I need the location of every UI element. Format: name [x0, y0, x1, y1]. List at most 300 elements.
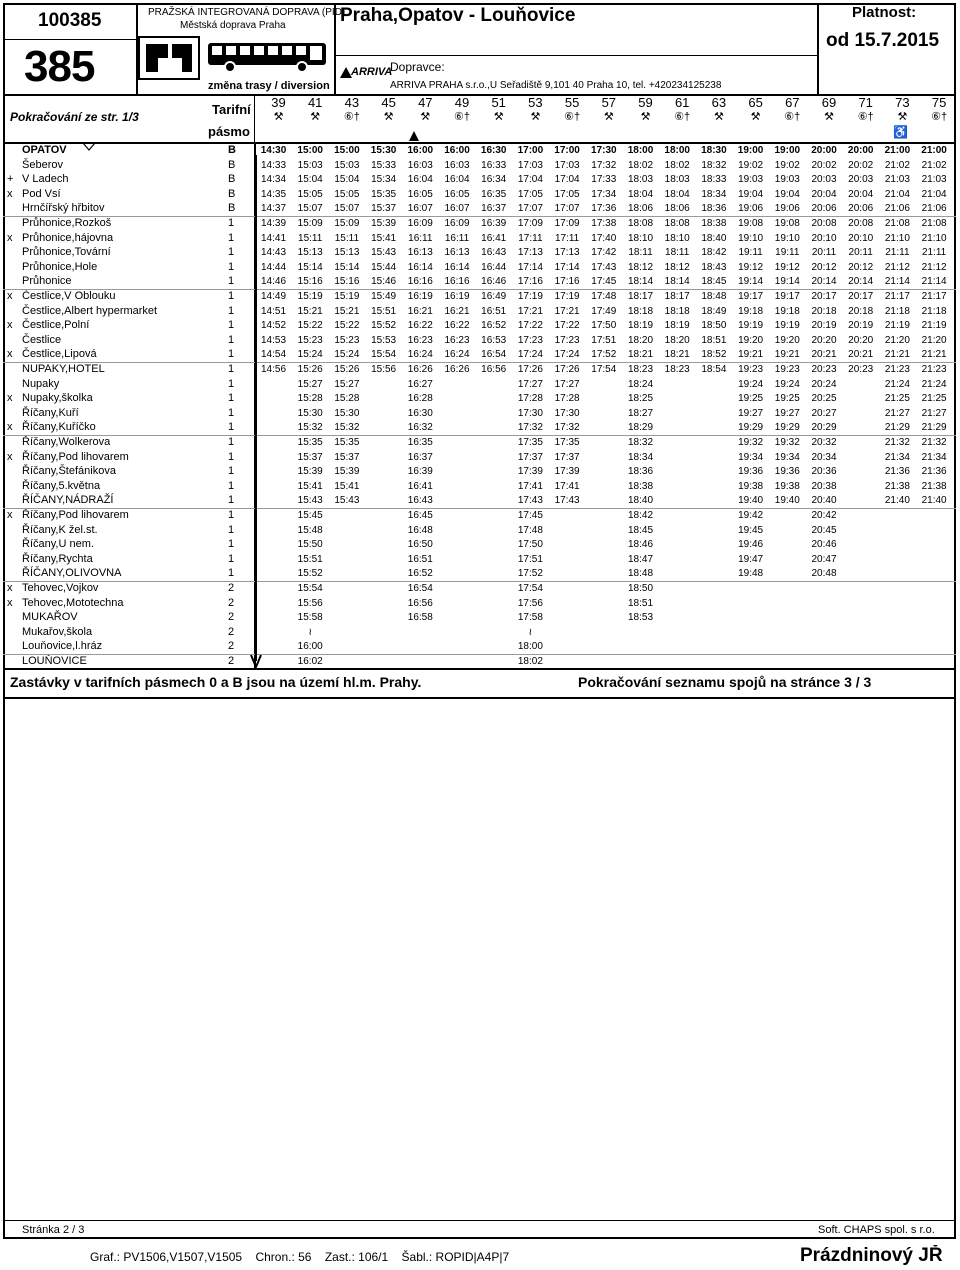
- departure-time: 15:46: [371, 276, 397, 288]
- departure-time: 16:37: [407, 451, 433, 463]
- departure-time: 18:02: [627, 159, 654, 171]
- departure-time: 15:32: [297, 422, 323, 434]
- departure-time: 19:38: [738, 480, 764, 492]
- operating-days-symbol: ⑥†: [674, 111, 691, 123]
- departure-time: 16:05: [444, 188, 470, 200]
- departure-time: 20:04: [848, 188, 874, 200]
- stop-flag: x: [7, 582, 13, 594]
- tariff-zone: 1: [228, 377, 235, 390]
- holiday-timetable-flag: Prázdninový JŘ: [800, 1245, 943, 1266]
- departure-time: 16:07: [444, 203, 470, 215]
- stop-name: V Ladech: [22, 173, 69, 186]
- tariff-zone: 1: [228, 348, 235, 361]
- departure-time: 18:17: [627, 291, 654, 302]
- departure-time: 15:14: [334, 261, 360, 273]
- departure-time: 20:40: [811, 495, 837, 507]
- departure-time: 17:34: [591, 188, 617, 200]
- departure-time: 17:56: [517, 597, 543, 609]
- tariff-zone: 1: [228, 465, 235, 478]
- departure-time: 18:04: [664, 188, 690, 200]
- departure-time: 17:39: [554, 466, 580, 478]
- departure-time: 20:14: [848, 276, 874, 288]
- departure-time: 17:30: [517, 407, 543, 419]
- departure-time: 21:32: [921, 437, 947, 448]
- departure-time: 15:04: [334, 174, 360, 186]
- departure-time: 16:30: [480, 145, 507, 156]
- departure-time: 17:48: [591, 291, 617, 302]
- departure-time: 18:11: [665, 247, 690, 259]
- line-number: 385: [24, 42, 95, 91]
- departure-time: 20:24: [811, 378, 837, 390]
- tariff-zone: 2: [228, 625, 235, 638]
- departure-time: 14:49: [260, 291, 287, 302]
- stop-flag: x: [7, 450, 13, 463]
- departure-time: 16:21: [444, 305, 470, 317]
- departure-time: 21:00: [884, 145, 911, 156]
- stop-name: Průhonice,hájovna: [22, 231, 114, 244]
- departure-time: 21:20: [884, 334, 910, 346]
- departure-time: 18:50: [627, 583, 654, 594]
- departure-time: 15:30: [370, 145, 397, 156]
- departure-time: 17:45: [591, 276, 617, 288]
- departure-time: 21:00: [921, 145, 947, 156]
- stop-name: Říčany,Wolkerova: [22, 436, 111, 448]
- departure-time: 16:14: [444, 261, 470, 273]
- departure-time: 15:27: [334, 378, 360, 390]
- tariff-zone: B: [228, 173, 236, 186]
- departure-time: 21:36: [921, 466, 947, 478]
- departure-time: 17:52: [591, 349, 617, 361]
- departure-time: 15:53: [371, 334, 397, 346]
- departure-time: 18:14: [627, 276, 654, 288]
- departure-time: 16:35: [481, 188, 507, 200]
- stop-flag: x: [7, 392, 13, 405]
- departure-time: 20:32: [811, 437, 837, 448]
- row-separator: [3, 435, 956, 436]
- departure-time: 16:04: [444, 174, 470, 186]
- departure-time: 16:05: [407, 188, 433, 200]
- departure-time: 17:19: [554, 291, 580, 302]
- departure-time: 19:20: [774, 334, 800, 346]
- departure-time: 21:11: [885, 247, 910, 259]
- stop-name: Říčany,K žel.st.: [22, 523, 98, 536]
- departure-time: 18:32: [701, 159, 727, 171]
- departure-time: 15:19: [334, 291, 360, 302]
- departure-time: 15:04: [297, 174, 323, 186]
- departure-time: 21:10: [884, 232, 910, 244]
- departure-time: 15:28: [334, 393, 360, 405]
- operating-days-symbol: ⚒: [420, 111, 431, 123]
- departure-time: 20:21: [848, 349, 874, 361]
- tariff-zone: 2: [228, 611, 235, 624]
- row-separator: [3, 216, 956, 217]
- departure-time: 17:24: [554, 349, 580, 361]
- departure-time: 14:46: [260, 276, 287, 288]
- departure-time: 16:35: [407, 437, 433, 448]
- departure-time: 21:04: [921, 188, 947, 200]
- departure-time: 19:06: [738, 203, 764, 215]
- departure-time: 15:49: [371, 291, 397, 302]
- departure-time: 21:25: [921, 393, 947, 405]
- departure-time: 17:14: [554, 261, 580, 273]
- departure-time: 17:00: [517, 145, 544, 156]
- departure-time: 19:32: [738, 437, 764, 448]
- trip-number: 55: [564, 95, 580, 110]
- departure-time: 18:53: [627, 612, 654, 624]
- departure-time: 18:19: [664, 320, 690, 332]
- departure-time: 16:24: [444, 349, 470, 361]
- departure-time: 18:40: [701, 232, 727, 244]
- departure-time: 17:28: [554, 393, 580, 405]
- departure-time: 17:32: [591, 159, 617, 171]
- departure-time: 16:11: [444, 232, 470, 244]
- departure-time: 15:19: [297, 291, 323, 302]
- departure-time: 20:06: [848, 203, 874, 215]
- departure-time: 16:51: [481, 305, 507, 317]
- departure-time: 21:12: [884, 261, 910, 273]
- departure-time: 17:35: [517, 437, 543, 448]
- departure-time: 15:41: [334, 480, 360, 492]
- departure-time: 19:21: [738, 349, 764, 361]
- departure-time: 19:32: [774, 437, 800, 448]
- departure-time: 20:42: [811, 510, 837, 521]
- departure-time: 19:14: [774, 276, 800, 288]
- departure-time: 17:04: [517, 174, 543, 186]
- departure-time: 18:18: [627, 305, 654, 317]
- departure-time: 18:54: [701, 364, 727, 375]
- departure-time: 15:39: [297, 466, 323, 478]
- departure-time: 19:17: [738, 291, 764, 302]
- stop-name: Čestlice: [22, 333, 62, 346]
- departure-time: 17:03: [517, 159, 543, 171]
- tariff-zone: B: [228, 187, 236, 200]
- tariff-zone: 1: [228, 421, 235, 434]
- departure-time: 15:52: [371, 320, 397, 332]
- departure-time: 19:27: [774, 407, 800, 419]
- departure-time: 15:43: [297, 495, 323, 507]
- departure-time: 15:21: [297, 305, 323, 317]
- departure-time: 16:54: [407, 583, 433, 594]
- departure-time: 16:50: [407, 539, 433, 551]
- departure-time: 19:34: [738, 451, 764, 463]
- operating-days-symbol: ⚒: [750, 111, 761, 123]
- departure-time: 20:19: [811, 320, 837, 332]
- departure-time: 16:52: [481, 320, 507, 332]
- operating-days-symbol: ⑥†: [564, 111, 581, 123]
- stop-name: Říčany,Štefánikova: [22, 465, 116, 478]
- departure-time: 15:24: [297, 349, 323, 361]
- trip-number: 63: [711, 95, 727, 110]
- departure-time: 18:17: [664, 291, 690, 302]
- departure-time: 14:44: [260, 261, 287, 273]
- departure-time: 14:34: [260, 174, 287, 186]
- departure-time: 20:00: [811, 145, 837, 156]
- departure-time: 16:11: [408, 232, 433, 244]
- departure-time: 17:49: [591, 305, 617, 317]
- departure-time: 16:23: [444, 334, 470, 346]
- stop-name: Nupaky: [22, 377, 60, 390]
- departure-time: 19:24: [774, 378, 800, 390]
- departure-time: 18:06: [664, 203, 690, 215]
- departure-time: 18:45: [627, 524, 654, 536]
- tariff-zone: 1: [228, 217, 235, 229]
- stop-name: Říčany,Kuří: [22, 406, 79, 419]
- departure-time: 21:34: [921, 451, 947, 463]
- departure-time: 16:53: [481, 334, 507, 346]
- departure-time: 17:11: [518, 232, 543, 244]
- tariff-zone: 1: [228, 363, 235, 375]
- departure-time: 17:13: [554, 247, 580, 259]
- departure-time: 15:22: [334, 320, 360, 332]
- operating-days-symbol: ⚒: [383, 111, 394, 123]
- departure-time: 18:21: [627, 349, 654, 361]
- departure-time: 16:52: [407, 568, 433, 580]
- operating-days-symbol: ⑥†: [857, 111, 874, 123]
- departure-time: 18:52: [701, 349, 727, 361]
- tariff-zone: 1: [228, 333, 235, 346]
- departure-time: 18:00: [627, 145, 654, 156]
- tariff-zone: 2: [228, 655, 235, 667]
- departure-time: 18:34: [627, 451, 654, 463]
- departure-time: 18:00: [664, 145, 690, 156]
- trip-number: 41: [307, 95, 323, 110]
- departure-time: 20:23: [848, 364, 874, 375]
- departure-time: 17:36: [591, 203, 617, 215]
- departure-time: 20:20: [811, 334, 837, 346]
- validity-label: Platnost:: [852, 4, 917, 21]
- departure-time: 19:40: [738, 495, 764, 507]
- departure-time: 17:22: [554, 320, 580, 332]
- page-number: Stránka 2 / 3: [22, 1224, 85, 1236]
- departure-time: 21:03: [884, 174, 910, 186]
- tariff-zone: 1: [228, 479, 235, 492]
- departure-time: 16:02: [297, 656, 323, 667]
- departure-time: 16:09: [444, 218, 470, 229]
- departure-time: 18:50: [701, 320, 727, 332]
- departure-time: 19:24: [738, 378, 764, 390]
- departure-time: 17:54: [591, 364, 617, 375]
- departure-time: 21:14: [921, 276, 947, 288]
- departure-time: 18:48: [627, 568, 654, 580]
- departure-time: 16:43: [481, 247, 507, 259]
- table-header-divider: [3, 142, 956, 144]
- header-vdivider-3: [817, 3, 819, 94]
- departure-time: 15:13: [334, 247, 360, 259]
- departure-time: 20:00: [847, 145, 874, 156]
- departure-time: 16:33: [481, 159, 507, 171]
- departure-time: 20:45: [811, 524, 837, 536]
- stop-name: Tehovec,Vojkov: [22, 582, 99, 594]
- departure-time: 17:54: [517, 583, 543, 594]
- departure-time: 20:38: [811, 480, 837, 492]
- departure-time: 18:38: [627, 480, 654, 492]
- departure-time: 15:51: [297, 553, 323, 565]
- tariff-zone: 1: [228, 494, 235, 507]
- departure-time: 18:23: [627, 364, 654, 375]
- departure-time: 17:45: [517, 510, 543, 521]
- departure-time: 15:37: [371, 203, 397, 215]
- departure-time: 17:39: [517, 466, 543, 478]
- departure-time: 21:03: [921, 174, 947, 186]
- stop-flag: x: [7, 187, 13, 200]
- operating-days-symbol: ⚒: [530, 111, 541, 123]
- departure-time: 17:43: [554, 495, 580, 507]
- departure-time: 20:04: [811, 188, 837, 200]
- departure-time: 18:14: [664, 276, 690, 288]
- departure-time: 18:46: [627, 539, 654, 551]
- departure-time: 15:39: [371, 218, 397, 229]
- departure-time: 19:34: [774, 451, 800, 463]
- departure-time: 17:00: [554, 145, 580, 156]
- tariff-zone: 1: [228, 538, 235, 551]
- carrier-logo-text: ARRIVA: [351, 66, 393, 78]
- departure-time: 19:12: [774, 261, 800, 273]
- operating-days-symbol: ⑥†: [784, 111, 801, 123]
- tariff-zone: 1: [228, 275, 235, 288]
- continuation-note: Pokračování ze str. 1/3: [10, 110, 139, 124]
- row-separator: [3, 362, 956, 363]
- departure-time: 16:34: [481, 174, 507, 186]
- departure-time: 17:41: [554, 480, 580, 492]
- departure-time: 16:41: [481, 232, 507, 244]
- trip-number: 43: [344, 95, 360, 110]
- departure-time: 15:13: [297, 247, 323, 259]
- departure-time: 17:23: [517, 334, 543, 346]
- departure-time: 17:09: [554, 218, 580, 229]
- departure-time: 14:51: [260, 305, 287, 317]
- departure-time: 17:26: [554, 364, 580, 375]
- departure-time: 18:10: [664, 232, 690, 244]
- continuation-footer-note: Pokračování seznamu spojů na stránce 3 / 3: [578, 674, 872, 690]
- trip-number: 59: [638, 95, 653, 110]
- departure-time: 19:04: [738, 188, 764, 200]
- departure-time: 15:54: [371, 349, 397, 361]
- departure-time: 16:00: [407, 145, 434, 156]
- carrier-label: Dopravce:: [390, 60, 445, 74]
- departure-time: 18:51: [701, 334, 727, 346]
- stop-flag: x: [7, 231, 13, 244]
- departure-time: 21:38: [921, 480, 947, 492]
- stop-flag: x: [7, 421, 13, 434]
- tariff-zone: 1: [228, 567, 235, 580]
- departure-time: 19:03: [774, 174, 800, 186]
- departure-time: 18:48: [701, 291, 727, 302]
- tariff-zone: B: [228, 202, 236, 215]
- trip-number: 71: [858, 95, 873, 110]
- departure-time: 14:56: [260, 364, 287, 375]
- departure-time: 20:36: [811, 466, 837, 478]
- departure-time: 21:40: [884, 495, 910, 507]
- tariff-zone: 2: [228, 596, 235, 609]
- departure-time: 17:28: [517, 393, 543, 405]
- departure-time: 17:42: [591, 247, 617, 259]
- tariff-zone: 1: [228, 304, 235, 317]
- departure-time: 21:40: [921, 495, 947, 507]
- departure-time: 17:50: [591, 320, 617, 332]
- departure-time: 20:12: [811, 261, 837, 273]
- validity-date: od 15.7.2015: [826, 30, 940, 51]
- departure-time: 17:04: [554, 174, 580, 186]
- departure-time: 15:21: [334, 305, 360, 317]
- departure-time: 18:30: [701, 145, 727, 156]
- departure-time: 18:47: [627, 553, 654, 565]
- departure-time: 21:23: [921, 364, 947, 375]
- tariff-zone: 1: [228, 406, 235, 419]
- bus-icon: [206, 40, 330, 74]
- departure-time: 16:56: [407, 597, 433, 609]
- stop-name: Čestlice,Albert hypermarket: [22, 304, 158, 317]
- carrier-divider: [334, 55, 817, 56]
- departure-time: 20:17: [811, 291, 837, 302]
- departure-time: 16:03: [444, 159, 470, 171]
- departure-time: 16:58: [407, 612, 433, 624]
- departure-time: 17:21: [517, 305, 543, 317]
- departure-time: 17:26: [517, 364, 543, 375]
- departure-time: 16:19: [407, 291, 433, 302]
- stop-name: Čestlice,V Oblouku: [22, 290, 116, 302]
- departure-time: 19:03: [738, 174, 764, 186]
- departure-time: 14:30: [260, 145, 287, 156]
- diversion-notice: změna trasy / diversion: [208, 80, 330, 92]
- departure-time: 15:33: [371, 159, 397, 171]
- departure-time: 20:17: [848, 291, 874, 302]
- departure-time: 15:52: [297, 568, 323, 580]
- organization-name: PRAŽSKÁ INTEGROVANÁ DOPRAVA (PID): [148, 7, 346, 18]
- departure-time: 19:25: [774, 393, 800, 405]
- departure-marker-icon: [82, 142, 96, 151]
- trip-number: 75: [931, 95, 947, 110]
- departure-time: 15:44: [371, 261, 397, 273]
- departure-time: 19:18: [774, 305, 800, 317]
- departure-time: 17:03: [554, 159, 580, 171]
- departure-time: 17:37: [517, 451, 543, 463]
- operating-days-symbol: ⚒: [824, 111, 834, 123]
- organization-subname: Městská doprava Praha: [180, 20, 286, 31]
- departure-time: 17:41: [517, 480, 543, 492]
- departure-time: 17:11: [554, 232, 580, 244]
- departure-time: 16:07: [407, 203, 433, 215]
- departure-time: 15:35: [297, 437, 323, 448]
- trip-number: 65: [748, 95, 763, 110]
- departure-time: 15:23: [334, 334, 360, 346]
- departure-time: 21:32: [884, 437, 910, 448]
- departure-time: 20:48: [811, 568, 837, 580]
- departure-time: 20:11: [811, 247, 837, 259]
- departure-time: 19:46: [738, 539, 764, 551]
- stop-name: Průhonice: [22, 275, 72, 288]
- route-title: Praha,Opatov - Louňovice: [340, 5, 576, 26]
- header-divider: [3, 94, 956, 96]
- departure-time: 17:07: [517, 203, 543, 215]
- departure-time: 16:22: [407, 320, 433, 332]
- departure-time: 19:08: [774, 218, 800, 229]
- departure-time: 20:14: [811, 276, 837, 288]
- departure-time: 21:02: [884, 159, 910, 171]
- departure-time: 17:40: [591, 232, 617, 244]
- row-separator: [3, 581, 956, 582]
- operating-days-symbol: ⑥†: [343, 111, 360, 123]
- departure-time: 19:20: [738, 334, 764, 346]
- departure-time: 19:10: [738, 232, 764, 244]
- departure-time: 20:02: [811, 159, 837, 171]
- departure-time: 14:52: [260, 320, 287, 332]
- departure-time: 16:13: [444, 247, 470, 259]
- departure-time: 21:19: [921, 320, 947, 332]
- stop-name: Šeberov: [22, 158, 63, 171]
- departure-time: 16:28: [407, 393, 433, 405]
- departure-time: 18:08: [627, 218, 654, 229]
- departure-time: 17:27: [554, 378, 580, 390]
